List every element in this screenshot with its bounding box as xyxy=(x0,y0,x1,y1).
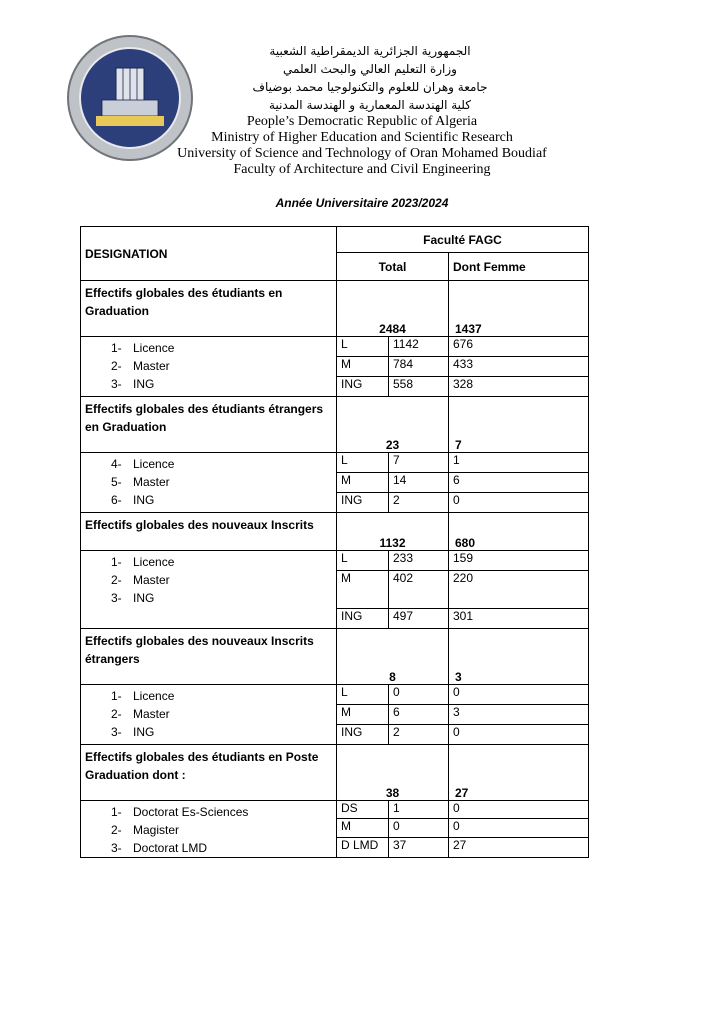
list-item xyxy=(111,473,332,491)
table-row xyxy=(81,801,589,819)
list-item-label: Master xyxy=(133,573,170,587)
english-line-3: University of Science and Technology of Oran Mohamed Boudiaf xyxy=(177,146,547,161)
row-code: L xyxy=(337,685,389,705)
academic-year-title: Année Universitaire 2023/2024 xyxy=(275,196,449,210)
list-item-number: 3- xyxy=(111,591,122,605)
list-item-number: 6- xyxy=(111,493,122,507)
list-item-number: 1- xyxy=(111,555,122,569)
row-code: L xyxy=(337,453,389,473)
section-female: 27 xyxy=(449,745,589,801)
row-total: 7 xyxy=(389,453,449,473)
list-item-number: 3- xyxy=(111,725,122,739)
row-total: 2 xyxy=(389,493,449,513)
row-total: 2 xyxy=(389,725,449,745)
list-item-label: Licence xyxy=(133,555,175,569)
list-item xyxy=(111,687,332,705)
row-female: 0 xyxy=(449,819,589,837)
list-item-label: Doctorat Es-Sciences xyxy=(133,805,249,819)
list-item-number: 3- xyxy=(111,377,122,391)
list-item-label: Licence xyxy=(133,689,175,703)
section-title: Effectifs globales des étudiants en Poste Graduation dont : xyxy=(81,745,337,801)
section-total: 2484 xyxy=(337,281,449,337)
row-code: M xyxy=(337,357,389,377)
list-item xyxy=(111,705,332,723)
row-female: 0 xyxy=(449,801,589,819)
list-item-label: ING xyxy=(133,377,155,391)
list-item-label: ING xyxy=(133,725,155,739)
row-code: ING xyxy=(337,377,389,397)
row-female: 328 xyxy=(449,377,589,397)
list-item xyxy=(111,357,332,375)
list-item-label: Licence xyxy=(133,457,175,471)
section-total: 1132 xyxy=(337,513,449,551)
english-line-4: Faculty of Architecture and Civil Engineering xyxy=(233,162,491,177)
row-total: 497 xyxy=(389,609,449,629)
row-female: 6 xyxy=(449,473,589,493)
row-code: D LMD xyxy=(337,837,389,857)
list-item xyxy=(111,571,332,589)
designation-header: DESIGNATION xyxy=(81,227,337,281)
row-code: M xyxy=(337,705,389,725)
arabic-line-1: الجمهورية الجزائرية الديمقراطية الشعبية xyxy=(269,44,471,58)
section-female: 7 xyxy=(449,397,589,453)
list-item-label: Doctorat LMD xyxy=(133,841,208,855)
section-female: 680 xyxy=(449,513,589,551)
row-total: 0 xyxy=(389,685,449,705)
section-item-list xyxy=(81,685,337,745)
section-title: Effectifs globales des nouveaux Inscrits étrangers xyxy=(81,629,337,685)
row-total: 558 xyxy=(389,377,449,397)
row-code: DS xyxy=(337,801,389,819)
list-item-label: ING xyxy=(133,591,155,605)
list-item-label: Master xyxy=(133,359,170,373)
row-code: L xyxy=(337,337,389,357)
section-female: 1437 xyxy=(449,281,589,337)
row-total: 1 xyxy=(389,801,449,819)
row-code: ING xyxy=(337,609,389,629)
section-item-list xyxy=(81,337,337,397)
list-item-number: 5- xyxy=(111,475,122,489)
list-item-number: 4- xyxy=(111,457,122,471)
row-total: 402 xyxy=(389,571,449,609)
row-total: 233 xyxy=(389,551,449,571)
section-total: 38 xyxy=(337,745,449,801)
list-item-label: ING xyxy=(133,493,155,507)
section-title: Effectifs globales des étudiants en Graduation xyxy=(81,281,337,337)
list-item-label: Magister xyxy=(133,823,180,837)
list-item-number: 1- xyxy=(111,341,122,355)
row-female: 0 xyxy=(449,725,589,745)
row-female: 3 xyxy=(449,705,589,725)
row-code: ING xyxy=(337,725,389,745)
list-item-number: 3- xyxy=(111,841,122,855)
list-item-number: 2- xyxy=(111,573,122,587)
list-item-label: Master xyxy=(133,707,170,721)
table-row xyxy=(81,685,589,705)
section-item-list xyxy=(81,551,337,629)
list-item xyxy=(111,339,332,357)
section-female: 3 xyxy=(449,629,589,685)
row-female: 301 xyxy=(449,609,589,629)
row-code: M xyxy=(337,473,389,493)
list-item-label: Master xyxy=(133,475,170,489)
faculty-header: Faculté FAGC xyxy=(337,227,589,253)
row-code: L xyxy=(337,551,389,571)
row-female: 0 xyxy=(449,685,589,705)
row-female: 220 xyxy=(449,571,589,609)
list-item xyxy=(111,839,332,857)
list-item-number: 2- xyxy=(111,707,122,721)
row-total: 0 xyxy=(389,819,449,837)
english-line-1: People’s Democratic Republic of Algeria xyxy=(246,114,478,129)
row-female: 27 xyxy=(449,837,589,857)
list-item-label: Licence xyxy=(133,341,175,355)
list-item xyxy=(111,821,332,839)
english-line-2: Ministry of Higher Education and Scientific Research xyxy=(211,130,513,145)
list-item xyxy=(111,455,332,473)
row-female: 1 xyxy=(449,453,589,473)
row-total: 6 xyxy=(389,705,449,725)
row-total: 784 xyxy=(389,357,449,377)
list-item-number: 2- xyxy=(111,359,122,373)
row-female: 159 xyxy=(449,551,589,571)
row-code: ING xyxy=(337,493,389,513)
list-item xyxy=(111,803,332,821)
table-row xyxy=(81,453,589,473)
arabic-line-4: كلية الهندسة المعمارية و الهندسة المدنية xyxy=(269,98,471,112)
section-item-list xyxy=(81,453,337,513)
section-item-list xyxy=(81,801,337,858)
section-title: Effectifs globales des étudiants étrangers en Graduation xyxy=(81,397,337,453)
row-female: 676 xyxy=(449,337,589,357)
section-total: 23 xyxy=(337,397,449,453)
arabic-line-3: جامعة وهران للعلوم والتكنولوجيا محمد بوضياف xyxy=(252,80,488,94)
list-item xyxy=(111,589,332,607)
row-code: M xyxy=(337,571,389,609)
table-row xyxy=(81,551,589,571)
list-item xyxy=(111,553,332,571)
row-total: 14 xyxy=(389,473,449,493)
list-item-number: 1- xyxy=(111,689,122,703)
statistics-table xyxy=(80,226,589,858)
list-item-number: 1- xyxy=(111,805,122,819)
section-title: Effectifs globales des nouveaux Inscrits xyxy=(81,513,337,551)
list-item xyxy=(111,723,332,741)
list-item-number: 2- xyxy=(111,823,122,837)
section-total: 8 xyxy=(337,629,449,685)
row-code: M xyxy=(337,819,389,837)
row-total: 37 xyxy=(389,837,449,857)
row-female: 0 xyxy=(449,493,589,513)
total-header: Total xyxy=(337,253,449,281)
arabic-line-2: وزارة التعليم العالي والبحث العلمي xyxy=(283,62,457,76)
table-row xyxy=(81,337,589,357)
row-total: 1142 xyxy=(389,337,449,357)
list-item xyxy=(111,375,332,393)
row-female: 433 xyxy=(449,357,589,377)
female-header: Dont Femme xyxy=(449,253,589,281)
list-item xyxy=(111,491,332,509)
